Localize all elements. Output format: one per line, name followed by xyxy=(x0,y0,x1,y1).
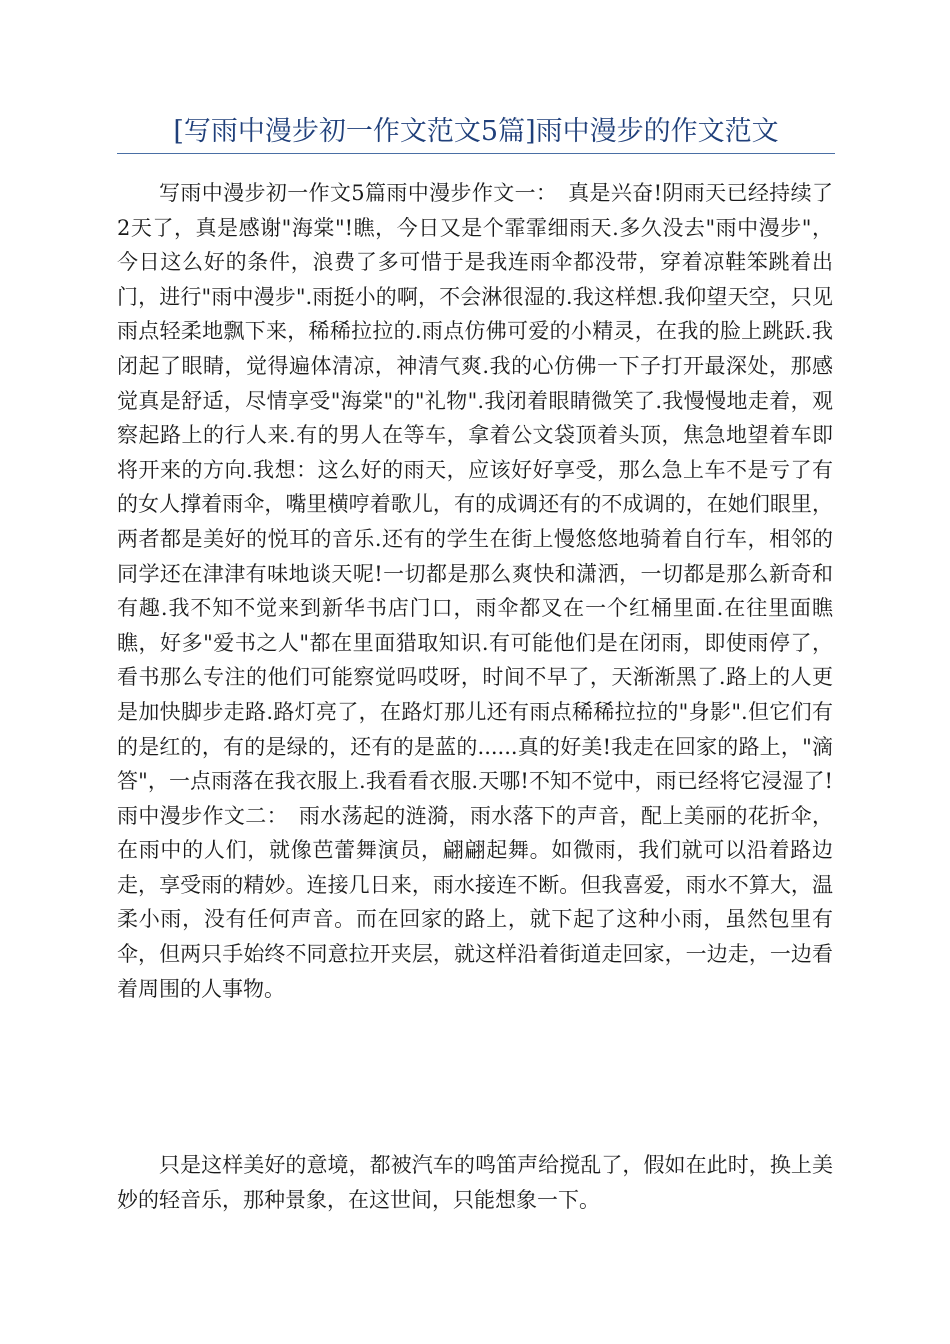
paragraph-2: 只是这样美好的意境，都被汽车的鸣笛声给搅乱了，假如在此时，换上美妙的轻音乐，那种景象，在这世间，只能想象一下。 xyxy=(117,1153,833,1212)
paragraph-1: 写雨中漫步初一作文5篇雨中漫步作文一： 真是兴奋!阴雨天已经持续了2天了，真是感谢"海棠"!瞧，今日又是个霏霏细雨天.多久没去"雨中漫步"，今日这么好的条件，浪费了多可惜于是我连雨伞都没带，穿着凉鞋笨跳着出门，进行"雨中漫步".雨挺小的啊，不会淋很湿的.我这样想.我仰望天空，只见雨点轻柔地飘下来，稀稀拉拉的.雨点仿佛可爱的小精灵，在我的脸上跳跃.我闭起了眼睛，觉得遍体清凉，神清气爽.我的心仿佛一下子打开最深处，那感觉真是舒适，尽情享受"海棠"的"礼物".我闭着眼睛微笑了.我慢慢地走着，观察起路上的行人来.有的男人在等车，拿着公文袋顶着头顶，焦急地望着车即将开来的方向.我想：这么好的雨天，应该好好享受，那么急上车不是亏了有的女人撑着雨伞，嘴里横哼着歌儿，有的成调还有的不成调的，在她们眼里，两者都是美好的悦耳的音乐.还有的学生在街上慢悠悠地骑着自行车，相邻的同学还在津津有味地谈天呢!一切都是那么爽快和潇洒，一切都是那么新奇和有趣.我不知不觉来到新华书店门口，雨伞都叉在一个红桶里面.在往里面瞧瞧，好多"爱书之人"都在里面猎取知识.有可能他们是在闭雨，即使雨停了，看书那么专注的他们可能察觉吗哎呀，时间不早了，天渐渐黑了.路上的人更是加快脚步走路.路灯亮了，在路灯那儿还有雨点稀稀拉拉的"身影".但它们有的是红的，有的是绿的，还有的是蓝的......真的好美!我走在回家的路上，"滴答"，一点雨落在我衣服上.我看看衣服.天哪!不知不觉中，雨已经将它浸湿了!雨中漫步作文二： 雨水荡起的涟漪，雨水落下的声音，配上美丽的花折伞，在雨中的人们，就像芭蕾舞演员，翩翩起舞。如微雨，我们就可以沿着路边走，享受雨的精妙。连接几日来，雨水接连不断。但我喜爱，雨水不算大，温柔小雨，没有任何声音。而在回家的路上，就下起了这种小雨，虽然包里有伞，但两只手始终不同意拉开夹层，就这样沿着街道走回家，一边走，一边看着周围的人事物。 xyxy=(117,181,833,1001)
document-title: [写雨中漫步初一作文范文5篇]雨中漫步的作文范文 xyxy=(173,116,779,147)
title-underline xyxy=(117,153,835,154)
